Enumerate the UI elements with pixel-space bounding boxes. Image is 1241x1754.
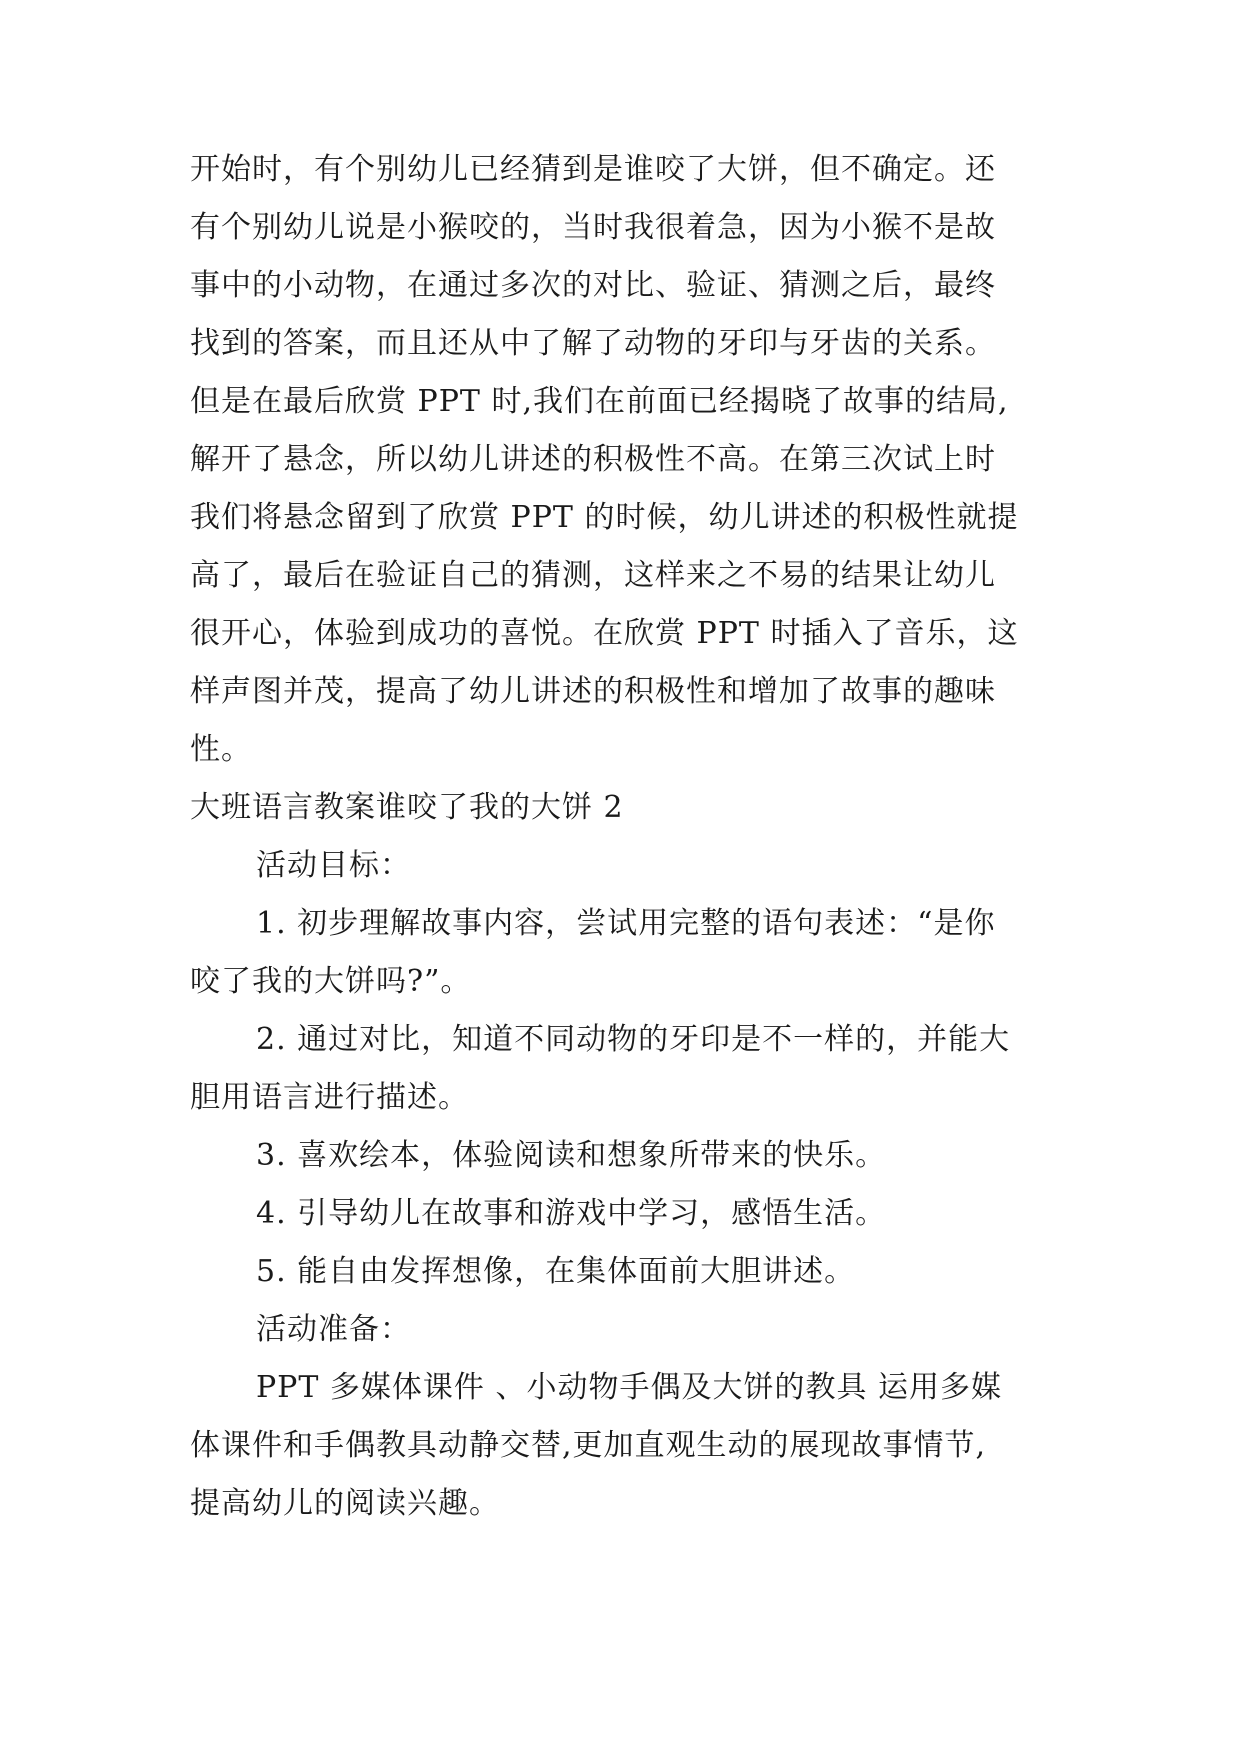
goal-item: 1. 初步理解故事内容，尝试用完整的语句表述：“是你 [256,906,996,941]
text-line: 很开心，体验到成功的喜悦。在欣赏 PPT 时插入了音乐，这 [190,616,1019,651]
text-line: 但是在最后欣赏 PPT 时,我们在前面已经揭晓了故事的结局, [190,384,1009,419]
text-line: 高了，最后在验证自己的猜测，这样来之不易的结果让幼儿 [190,558,996,593]
goal-item: 4. 引导幼儿在故事和游戏中学习，感悟生活。 [256,1196,887,1231]
text-line: 找到的答案，而且还从中了解了动物的牙印与牙齿的关系。 [190,326,996,361]
section-title: 大班语言教案谁咬了我的大饼 2 [190,790,624,825]
text-line: 我们将悬念留到了欣赏 PPT 的时候，幼儿讲述的积极性就提 [190,500,1019,535]
goal-item-continuation: 胆用语言进行描述。 [190,1080,469,1115]
prep-text: PPT 多媒体课件 、小动物手偶及大饼的教具 运用多媒 [256,1370,1002,1405]
text-line: 事中的小动物，在通过多次的对比、验证、猜测之后，最终 [190,268,996,303]
prep-text: 提高幼儿的阅读兴趣。 [190,1486,500,1521]
goal-item: 2. 通过对比，知道不同动物的牙印是不一样的，并能大 [256,1022,1011,1057]
goals-heading: 活动目标： [256,848,411,883]
text-line: 开始时，有个别幼儿已经猜到是谁咬了大饼，但不确定。还 [190,152,996,187]
text-line: 样声图并茂，提高了幼儿讲述的积极性和增加了故事的趣味 [190,674,996,709]
text-line: 有个别幼儿说是小猴咬的，当时我很着急，因为小猴不是故 [190,210,996,245]
text-line: 解开了悬念，所以幼儿讲述的积极性不高。在第三次试上时 [190,442,996,477]
goal-item: 3. 喜欢绘本，体验阅读和想象所带来的快乐。 [256,1138,887,1173]
goal-item: 5. 能自由发挥想像，在集体面前大胆讲述。 [256,1254,856,1289]
text-line: 性。 [190,732,252,767]
goal-item-continuation: 咬了我的大饼吗?”。 [190,964,472,999]
prep-text: 体课件和手偶教具动静交替,更加直观生动的展现故事情节, [190,1428,987,1463]
prep-heading: 活动准备： [256,1312,411,1347]
